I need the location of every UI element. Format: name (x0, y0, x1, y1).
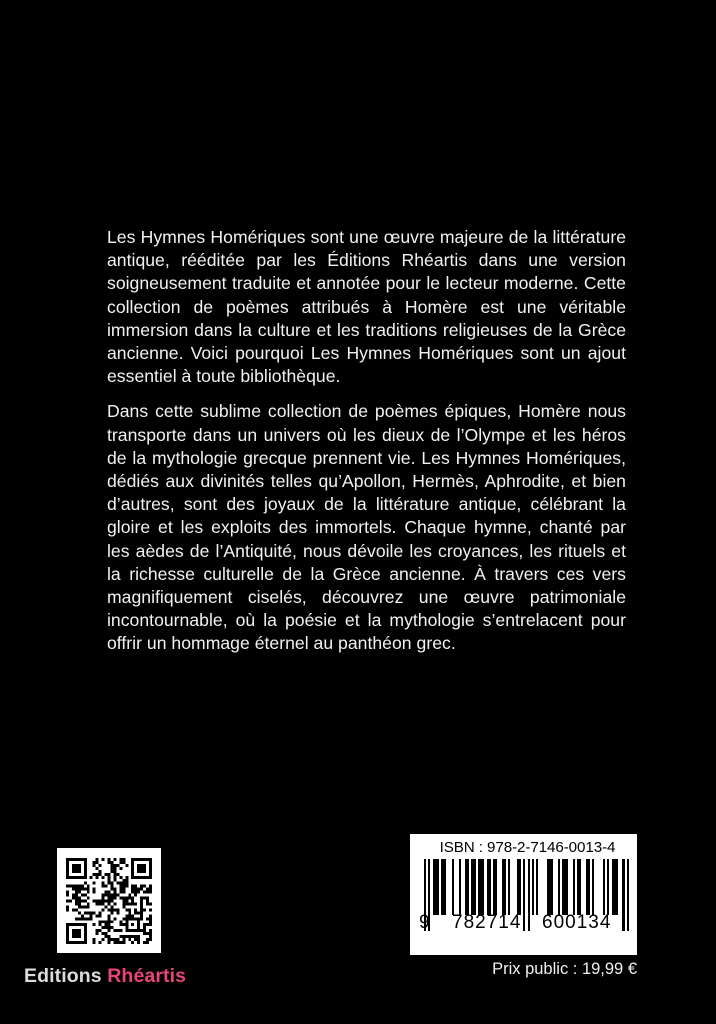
blurb-paragraph-2: Dans cette sublime collection de poèmes épiques, Homère nous transporte dans un univers où les dieux de l’Olympe et les héros de la mythologie grecque prennent vie. Les Hymnes Homériques, dédiés aux divinités telles qu’Apollon, Hermès, Aphrodite, et bien d’autres, sont des joyaux de la littérature antique, célébrant la gloire et les exploits des immortels. Chaque hymne, chanté par les aèdes de l’Antiquité, nous dévoile les croyances, les rituels et la richesse culturelle de la Grèce ancienne. À travers ces vers magnifiquement ciselés, découvrez une œuvre patrimoniale incontournable, où la poésie et la mythologie s’entrelacent pour offrir un hommage éternel au panthéon grec. (107, 401, 626, 654)
price-label: Prix public : 19,99 € (492, 960, 637, 978)
isbn-barcode-label (410, 834, 637, 955)
blurb-text-block (107, 226, 626, 656)
barcode-digits-right: 600134 (542, 912, 612, 933)
isbn-number: ISBN : 978-2-7146-0013-4 (439, 839, 616, 856)
qr-code-icon (66, 858, 152, 944)
publisher-name-part-2: Rhéartis (107, 965, 187, 987)
barcode-digits-left: 782714 (452, 912, 522, 933)
cover-footer (0, 834, 716, 994)
publisher-wordmark (24, 965, 186, 988)
publisher-name-part-1: Editions (24, 965, 102, 987)
barcode-digit-lead: 9 (419, 912, 431, 933)
barcode (416, 859, 631, 931)
blurb-paragraph-1: Les Hymnes Homériques sont une œuvre majeure de la littérature antique, rééditée par les Éditions Rhéartis dans une version soigneusement traduite et annotée pour le lecteur moderne. Cette collection de poèmes attribués à Homère est une véritable immersion dans la culture et les traditions religieuses de la Grèce ancienne. Voici pourquoi Les Hymnes Homériques sont un ajout essentiel à toute bibliothèque. (107, 227, 626, 387)
barcode-digits (416, 913, 631, 933)
qr-code[interactable] (57, 848, 161, 953)
